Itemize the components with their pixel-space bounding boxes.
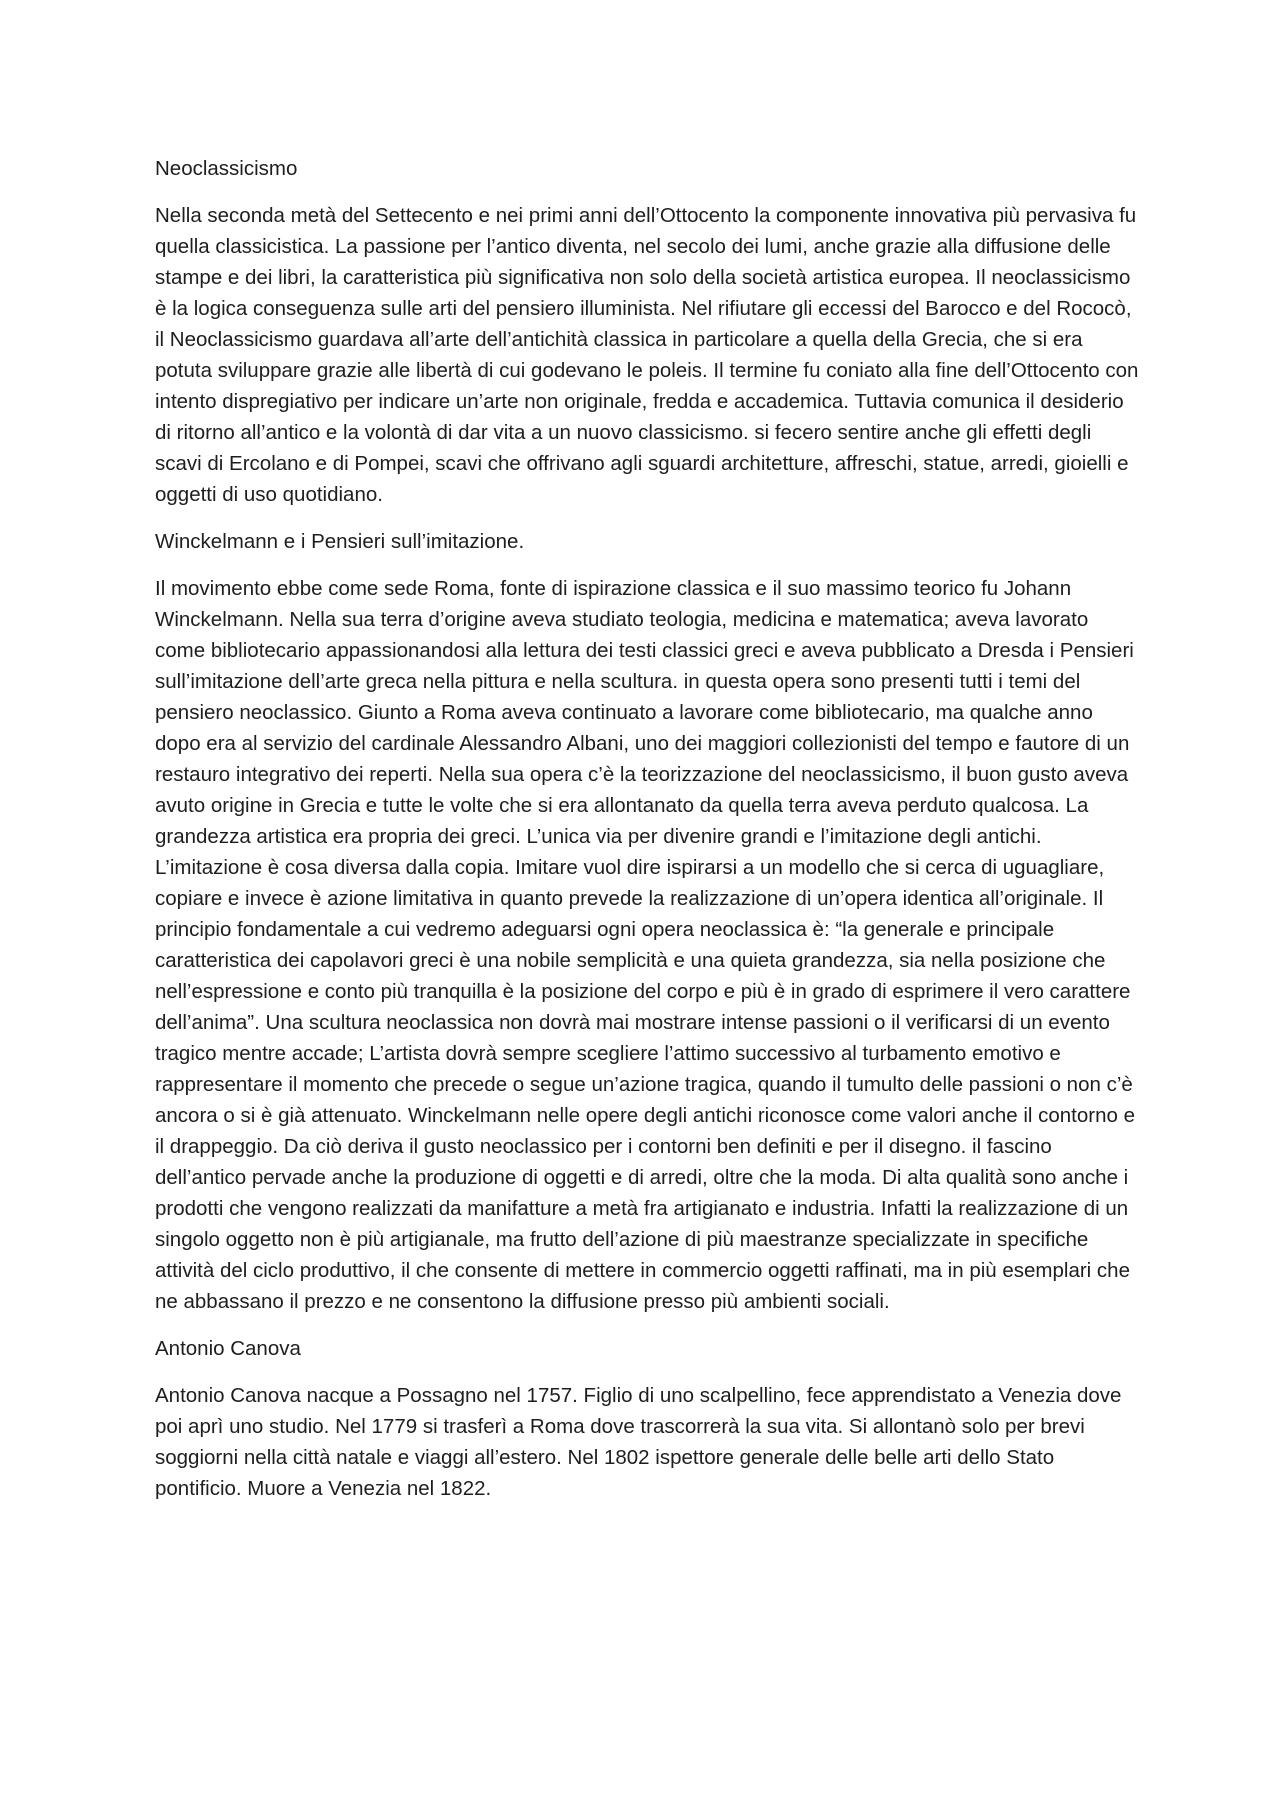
section-heading-neoclassicismo: Neoclassicismo [155,157,298,180]
section-heading-winckelmann: Winckelmann e i Pensieri sull’imitazione. [155,530,525,553]
section-paragraph-winckelmann: Il movimento ebbe come sede Roma, fonte di ispirazione classica e il suo massimo teorico fu Johann Winckelmann. Nella sua terra d’origine aveva studiato teologia, medicina e matematica; aveva lavorato come bibliotecario appassionandosi alla lettura dei testi classici greci e aveva pubblicato a Dresda i Pensieri sull’imitazione dell’arte greca nella pittura e nella scultura. in questa opera sono presenti tutti i temi del pensiero neoclassico. Giunto a Roma aveva continuato a lavorare come bibliotecario, ma qualche anno dopo era al servizio del cardinale Alessandro Albani, uno dei maggiori collezionisti del tempo e fautore di un restauro integrativo dei reperti. Nella sua opera c’è la teorizzazione del neoclassicismo, il buon gusto aveva avuto origine in Grecia e tutte le volte che si era allontanato da quella terra aveva perduto qualcosa. La grandezza artistica era propria dei greci. L’unica via per divenire grandi e l’imitazione degli antichi. L’imitazione è cosa diversa dalla copia. Imitare vuol dire ispirarsi a un modello che si cerca di uguagliare, copiare e invece è azione limitativa in quanto prevede la realizzazione di un’opera identica all’originale. Il principio fondamentale a cui vedremo adeguarsi ogni opera neoclassica è: “la generale e principale caratteristica dei capolavori greci è una nobile semplicità e una quieta grandezza, sia nella posizione che nell’espressione e conto più tranquilla è la posizione del corpo e più è in grado di esprimere il vero carattere dell’anima”. Una scultura neoclassica non dovrà mai mostrare intense passioni o il verificarsi di un evento tragico mentre accade; L’artista dovrà sempre scegliere l’attimo successivo al turbamento emotivo e rappresentare il momento che precede o segue un’azione tragica, quando il tumulto delle passioni o non c’è ancora o si è già attenuato. Winckelmann nelle opere degli antichi riconosce come valori anche il contorno e il drappeggio. Da ciò deriva il gusto neoclassico per i contorni ben definiti e per il disegno. il fascino dell’antico pervade anche la produzione di oggetti e di arredi, oltre che la moda. Di alta qualità sono anche i prodotti che vengono realizzati da manifatture a metà fra artigianato e industria. Infatti la realizzazione di un singolo oggetto non è più artigianale, ma frutto dell’azione di più maestranze specializzate in specifiche attività del ciclo produttivo, il che consente di mettere in commercio oggetti raffinati, ma in più esemplari che ne abbassano il prezzo e ne consentono la diffusione presso più ambienti sociali. [155,577,1136,1313]
section-paragraph-canova: Antonio Canova nacque a Possagno nel 1757. Figlio di uno scalpellino, fece apprendistato a Venezia dove poi aprì uno studio. Nel 1779 si trasferì a Roma dove trascorrerà la sua vita. Si allontanò solo per brevi soggiorni nella città natale e viaggi all’estero. Nel 1802 ispettore generale delle belle arti dello Stato pontificio. Muore a Venezia nel 1822. [155,1384,1122,1500]
section-paragraph-neoclassicismo: Nella seconda metà del Settecento e nei primi anni dell’Ottocento la componente innovativa più pervasiva fu quella classicistica. La passione per l’antico diventa, nel secolo dei lumi, anche grazie alla diffusione delle stampe e dei libri, la caratteristica più significativa non solo della società artistica europea. Il neoclassicismo è la logica conseguenza sulle arti del pensiero illuminista. Nel rifiutare gli eccessi del Barocco e del Rococò, il Neoclassicismo guardava all’arte dell’antichità classica in particolare a quella della Grecia, che si era potuta sviluppare grazie alle libertà di cui godevano le poleis. Il termine fu coniato alla fine dell’Ottocento con intento dispregiativo per indicare un’arte non originale, fredda e accademica. Tuttavia comunica il desiderio di ritorno all’antico e la volontà di dar vita a un nuovo classicismo. si fecero sentire anche gli effetti degli scavi di Ercolano e di Pompei, scavi che offrivano agli sguardi architetture, affreschi, statue, arredi, gioielli e oggetti di uso quotidiano. [155,204,1139,506]
document-body [155,153,1140,1520]
section-heading-canova: Antonio Canova [155,1337,301,1360]
